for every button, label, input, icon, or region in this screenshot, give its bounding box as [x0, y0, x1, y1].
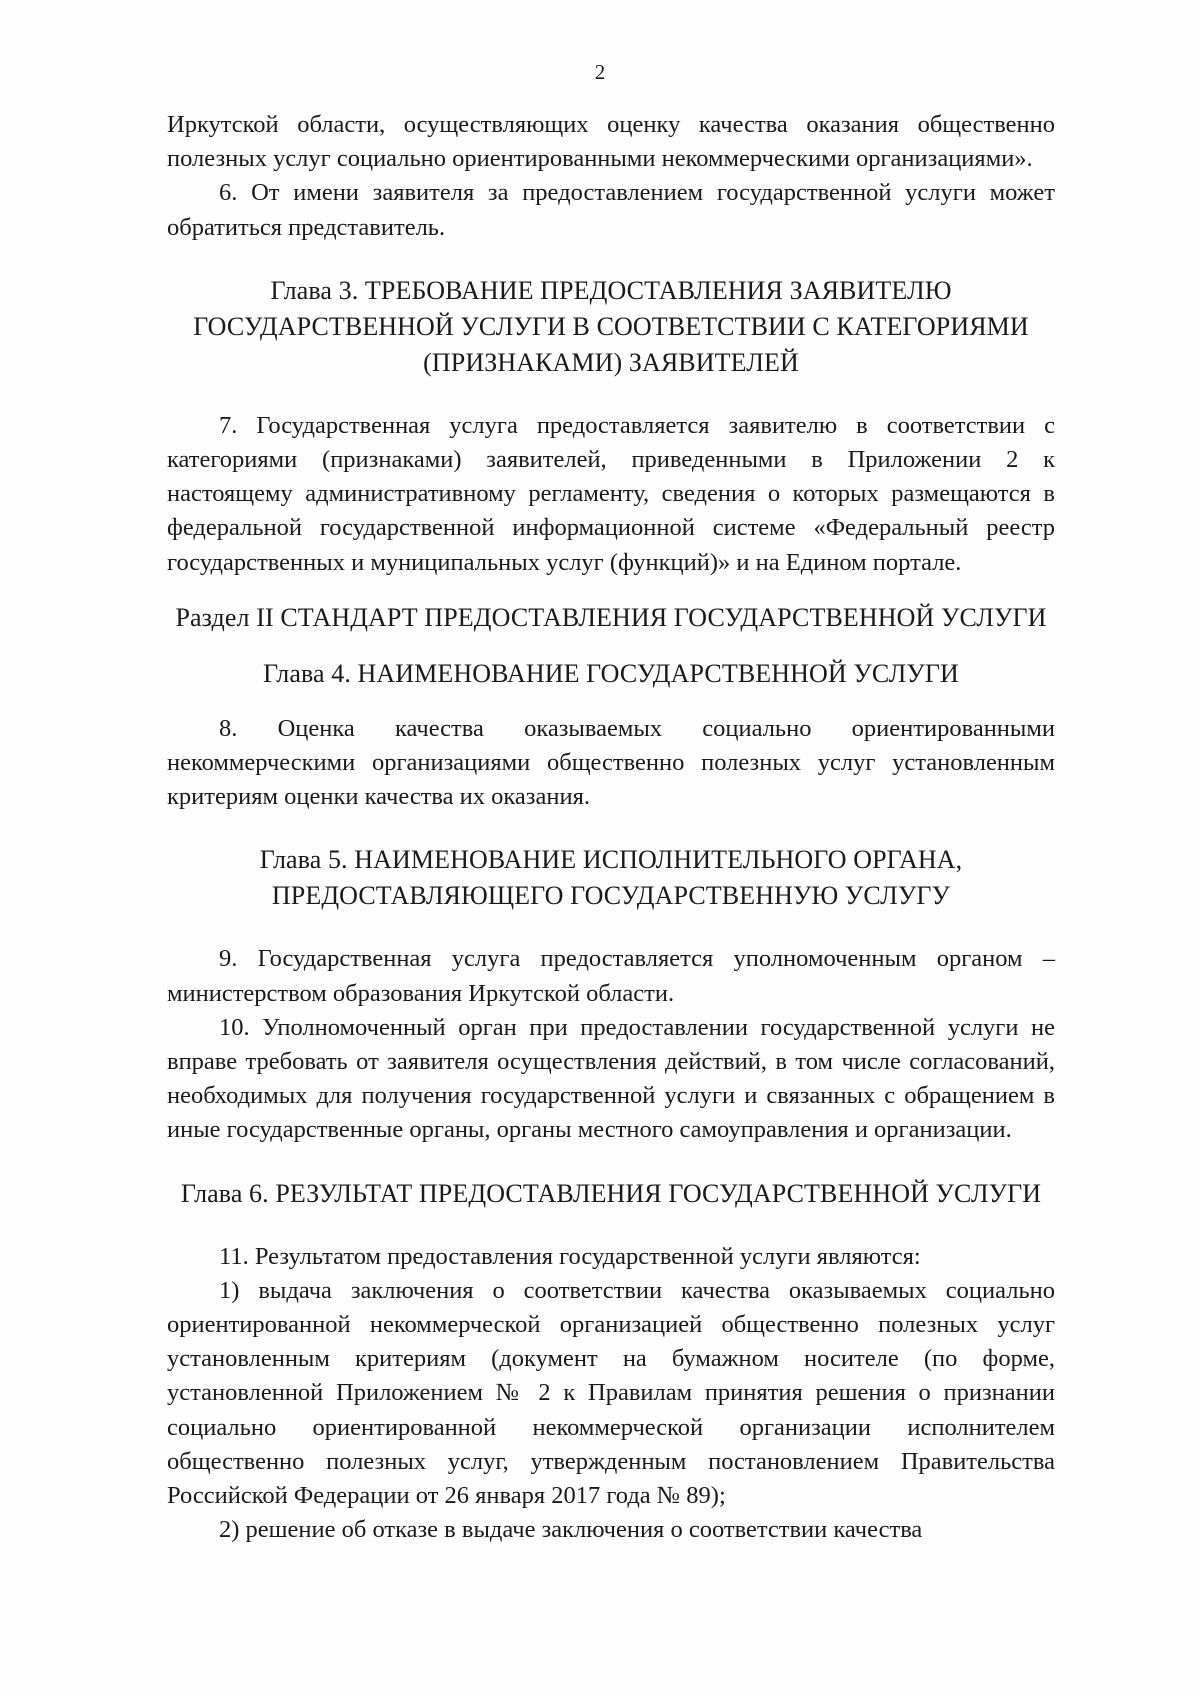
heading-chapter-5: [167, 842, 1055, 914]
paragraph-11-item-2: 2) решение об отказе в выдаче заключения о соответствии качества: [219, 1516, 923, 1544]
document-body: [167, 108, 1055, 1547]
paragraph-11-item-1: 1) выдача заключения о соответствии качества оказываемых социально ориентированной некоммерческой организацией общественно полезных услуг установленным критериям (документ на бумажном носителе (по форме, установленной Приложением № 2 к Правилам принятия решения о признании социально ориентированной некоммерческой организации исполнителем общественно полезных услуг, утвержденным постановлением Правительства Российской Федерации от 26 января 2017 года № 89);: [167, 1276, 1055, 1510]
heading-line: Глава 5. НАИМЕНОВАНИЕ ИСПОЛНИТЕЛЬНОГО ОРГАНА,: [259, 845, 963, 875]
paragraph-6: 6. От имени заявителя за предоставлением государственной услуги может обратиться представитель.: [167, 179, 1055, 241]
paragraph-11: 11. Результатом предоставления государственной услуги являются:: [219, 1242, 921, 1270]
paragraph-7: 7. Государственная услуга предоставляется заявителю в соответствии с категориями (признаками) заявителей, приведенными в Приложении 2 к настоящему административному регламенту, сведения о которых размещаются в федеральной государственной информационной системе «Федеральный реестр государственных и муниципальных услуг (функций)» и на Едином портале.: [167, 411, 1055, 576]
heading-line: ГОСУДАРСТВЕННОЙ УСЛУГИ В СООТВЕТСТВИИ С КАТЕГОРИЯМИ: [193, 311, 1029, 341]
paragraph-10: 10. Уполномоченный орган при предоставлении государственной услуги не вправе требовать от заявителя осуществления действий, в том числе согласований, необходимых для получения государственной услуги и связанных с обращением в иные государственные органы, органы местного самоуправления и организации.: [167, 1013, 1055, 1144]
heading-line: (ПРИЗНАКАМИ) ЗАЯВИТЕЛЕЙ: [423, 347, 799, 377]
heading-chapter-6: Глава 6. РЕЗУЛЬТАТ ПРЕДОСТАВЛЕНИЯ ГОСУДАРСТВЕННОЙ УСЛУГИ: [180, 1178, 1042, 1208]
paragraph-intro: Иркутской области, осуществляющих оценку качества оказания общественно полезных услуг социально ориентированными некоммерческими организациями».: [167, 111, 1055, 173]
heading-chapter-4: Глава 4. НАИМЕНОВАНИЕ ГОСУДАРСТВЕННОЙ УСЛУГИ: [263, 658, 959, 688]
page-number: 2: [594, 60, 606, 84]
heading-line: Глава 3. ТРЕБОВАНИЕ ПРЕДОСТАВЛЕНИЯ ЗАЯВИТЕЛЮ: [270, 275, 952, 305]
heading-chapter-3: [167, 273, 1055, 381]
paragraph-9: 9. Государственная услуга предоставляется уполномоченным органом – министерством образования Иркутской области.: [167, 945, 1055, 1007]
paragraph-8: 8. Оценка качества оказываемых социально ориентированными некоммерческими организациями общественно полезных услуг установленным критериям оценки качества их оказания.: [167, 714, 1055, 811]
heading-line: ПРЕДОСТАВЛЯЮЩЕГО ГОСУДАРСТВЕННУЮ УСЛУГУ: [271, 881, 951, 911]
heading-section-2: Раздел II СТАНДАРТ ПРЕДОСТАВЛЕНИЯ ГОСУДАРСТВЕННОЙ УСЛУГИ: [175, 602, 1047, 632]
